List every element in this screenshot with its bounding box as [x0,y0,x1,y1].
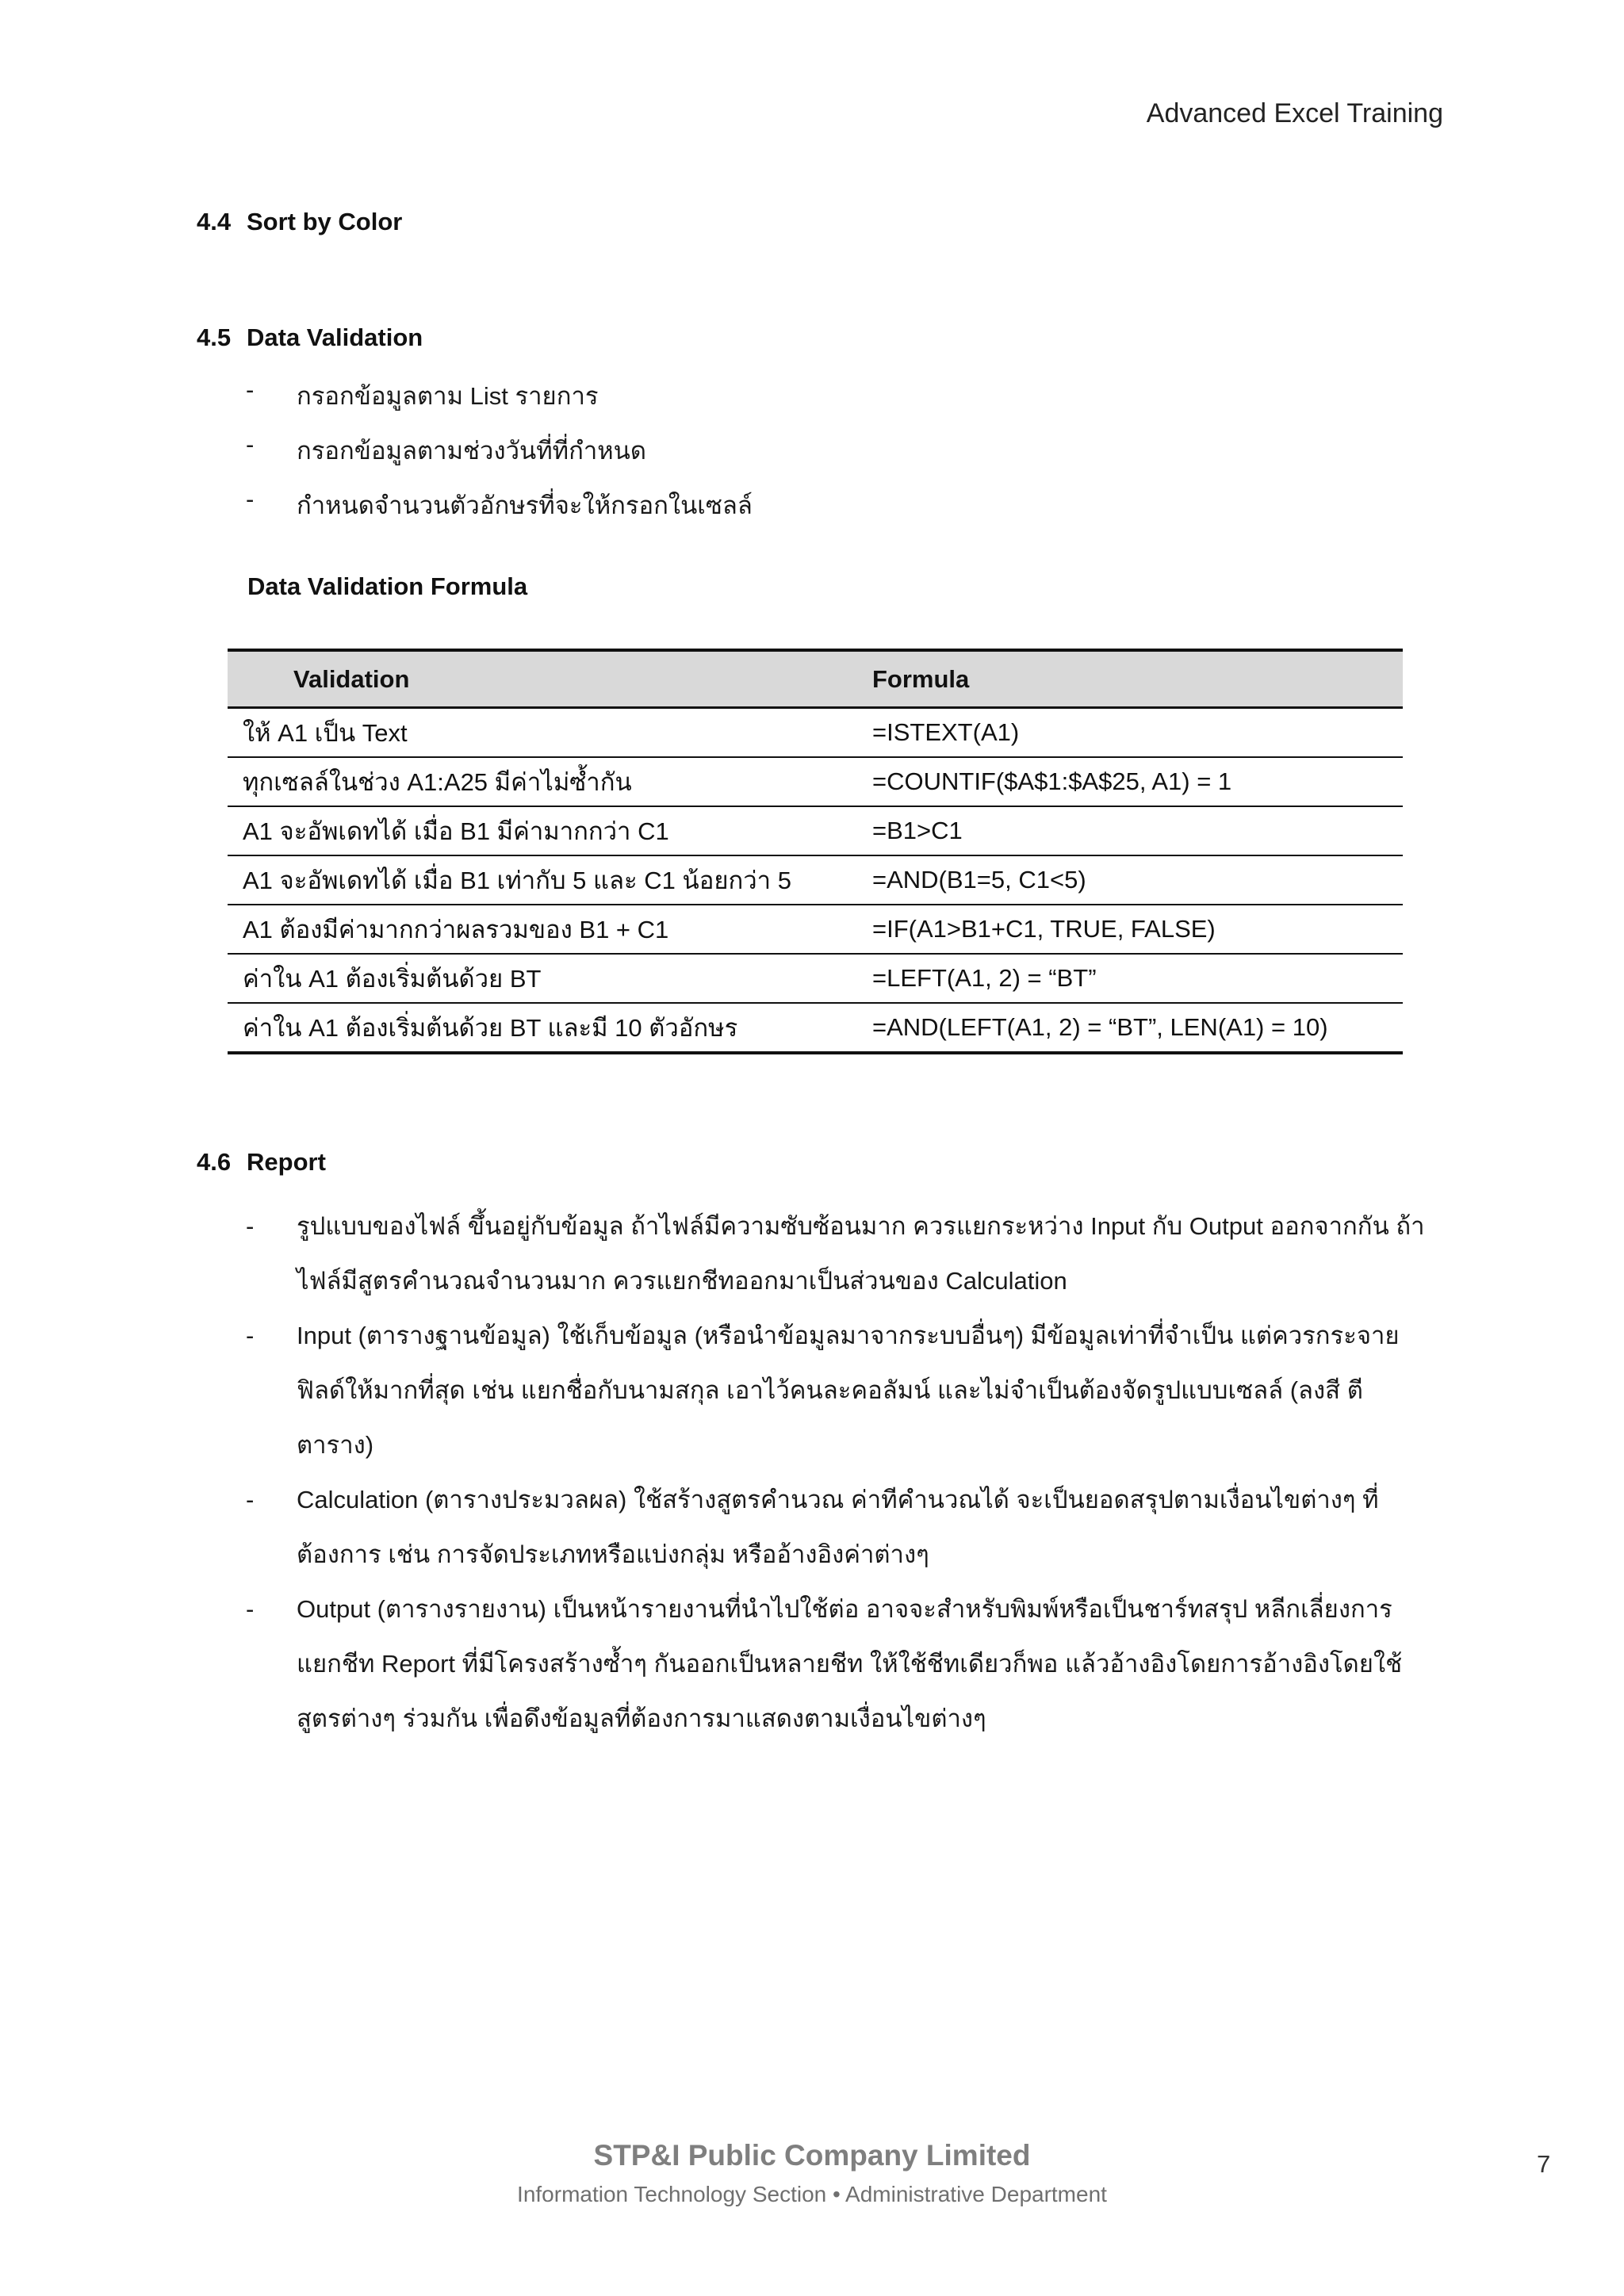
section-heading-4-5 [197,323,423,352]
validation-cell: ค่าใน A1 ต้องเริ่มต้นด้วย BT [228,954,866,1003]
bullet-text: Input (ตารางฐานข้อมูล) ใช้เก็บข้อมูล (หรือนำข้อมูลมาจากระบบอื่นๆ) มีข้อมูลเท่าที่จำเป็น แต่ควรกระจายฟิลด์ให้มากที่สุด เช่น แยกชื่อกับนามสกุล เอาไว้คนละคอลัมน์ และไม่จำเป็นต้องจัดรูปแบบเซลล์ (ลงสี ตีตาราง) [297,1322,1400,1459]
list-item [246,376,1435,430]
column-header-validation: Validation [228,650,866,708]
column-header-formula: Formula [866,650,1403,708]
formula-cell: =AND(LEFT(A1, 2) = “BT”, LEN(A1) = 10) [872,1013,1328,1041]
table-row [228,708,1403,758]
formula-cell: =IF(A1>B1+C1, TRUE, FALSE) [866,905,1403,954]
list-item [246,485,1435,540]
formula-cell: =B1>C1 [866,806,1403,855]
list-item [246,1582,1435,1746]
table-row [228,1003,1403,1053]
table-row [228,757,1403,806]
validation-cell: A1 จะอัพเดทได้ เมื่อ B1 เท่ากับ 5 และ C1 น้อยกว่า 5 [228,855,866,905]
data-validation-bullet-list [246,376,1435,540]
validation-cell: ค่าใน A1 ต้องเริ่มต้นด้วย BT และมี 10 ตัวอักษร [243,1014,738,1042]
section-title: Sort by Color [247,208,403,235]
list-item [246,1199,1435,1308]
validation-cell: ให้ A1 เป็น Text [228,708,866,758]
table-row [228,855,1403,905]
bullet-dash: - [246,1486,255,1513]
report-bullet-list [246,1199,1435,1746]
section-heading-4-4 [197,208,402,236]
formula-cell: =COUNTIF($A$1:$A$25, A1) = 1 [866,757,1403,806]
table-row [228,954,1403,1003]
table-row [228,806,1403,855]
bullet-dash: - [246,1212,255,1240]
table-header-row [228,650,1403,708]
section-heading-4-6 [197,1148,326,1177]
table-row [228,905,1403,954]
bullet-dash: - [246,430,255,458]
footer-department: Information Technology Section • Administrative Department [517,2182,1107,2206]
data-validation-table [228,649,1403,1054]
formula-cell: =ISTEXT(A1) [866,708,1403,758]
bullet-dash: - [246,376,255,404]
section-title: Data Validation [247,323,423,351]
formula-cell: =AND(B1=5, C1<5) [866,855,1403,905]
validation-cell: ทุกเซลล์ในช่วง A1:A25 มีค่าไม่ซ้ำกัน [228,757,866,806]
bullet-text: รูปแบบของไฟล์ ขึ้นอยู่กับข้อมูล ถ้าไฟล์มีความซับซ้อนมาก ควรแยกระหว่าง Input กับ Output ออกจากกัน ถ้าไฟล์มีสูตรคำนวณจำนวนมาก ควรแยกชีทออกมาเป็นส่วนของ Calculation [297,1212,1425,1295]
footer-company-name: STP&I Public Company Limited [593,2139,1031,2172]
page-header-title: Advanced Excel Training [1146,98,1443,128]
bullet-dash: - [246,1322,255,1349]
section-number: 4.6 [197,1148,232,1176]
list-item [246,430,1435,485]
page-number: 7 [1537,2150,1551,2178]
bullet-text: Calculation (ตารางประมวลผล) ใช้สร้างสูตรคำนวณ ค่าทีคำนวณได้ จะเป็นยอดสรุปตามเงื่อนไขต่างๆ ที่ต้องการ เช่น การจัดประเภทหรือแบ่งกลุ่ม หรืออ้างอิงค่าต่างๆ [297,1486,1379,1568]
list-item [246,1472,1435,1582]
formula-cell: =LEFT(A1, 2) = “BT” [866,954,1403,1003]
section-title: Report [247,1148,326,1176]
section-number: 4.4 [197,208,232,235]
bullet-text: Output (ตารางรายงาน) เป็นหน้ารายงานที่นำไปใช้ต่อ อาจจะสำหรับพิมพ์หรือเป็นชาร์ทสรุป หลีกเลี่ยงการแยกชีท Report ที่มีโครงสร้างซ้ำๆ กันออกเป็นหลายชีท ให้ใช้ชีทเดียวก็พอ แล้วอ้างอิงโดยการอ้างอิงโดยใช้สูตรต่างๆ ร่วมกัน เพื่อดึงข้อมูลที่ต้องการมาแสดงตามเงื่อนไขต่างๆ [297,1595,1403,1732]
bullet-text: กรอกข้อมูลตามช่วงวันที่ที่กำหนด [297,437,647,465]
bullet-text: กรอกข้อมูลตาม List รายการ [297,382,599,410]
validation-cell: A1 ต้องมีค่ามากกว่าผลรวมของ B1 + C1 [228,905,866,954]
section-number: 4.5 [197,323,232,351]
bullet-dash: - [246,485,255,513]
bullet-dash: - [246,1595,255,1623]
table-title: Data Validation Formula [247,572,528,600]
validation-cell: A1 จะอัพเดทได้ เมื่อ B1 มีค่ามากกว่า C1 [228,806,866,855]
bullet-text: กำหนดจำนวนตัวอักษรที่จะให้กรอกในเซลล์ [297,492,753,519]
list-item [246,1308,1435,1472]
